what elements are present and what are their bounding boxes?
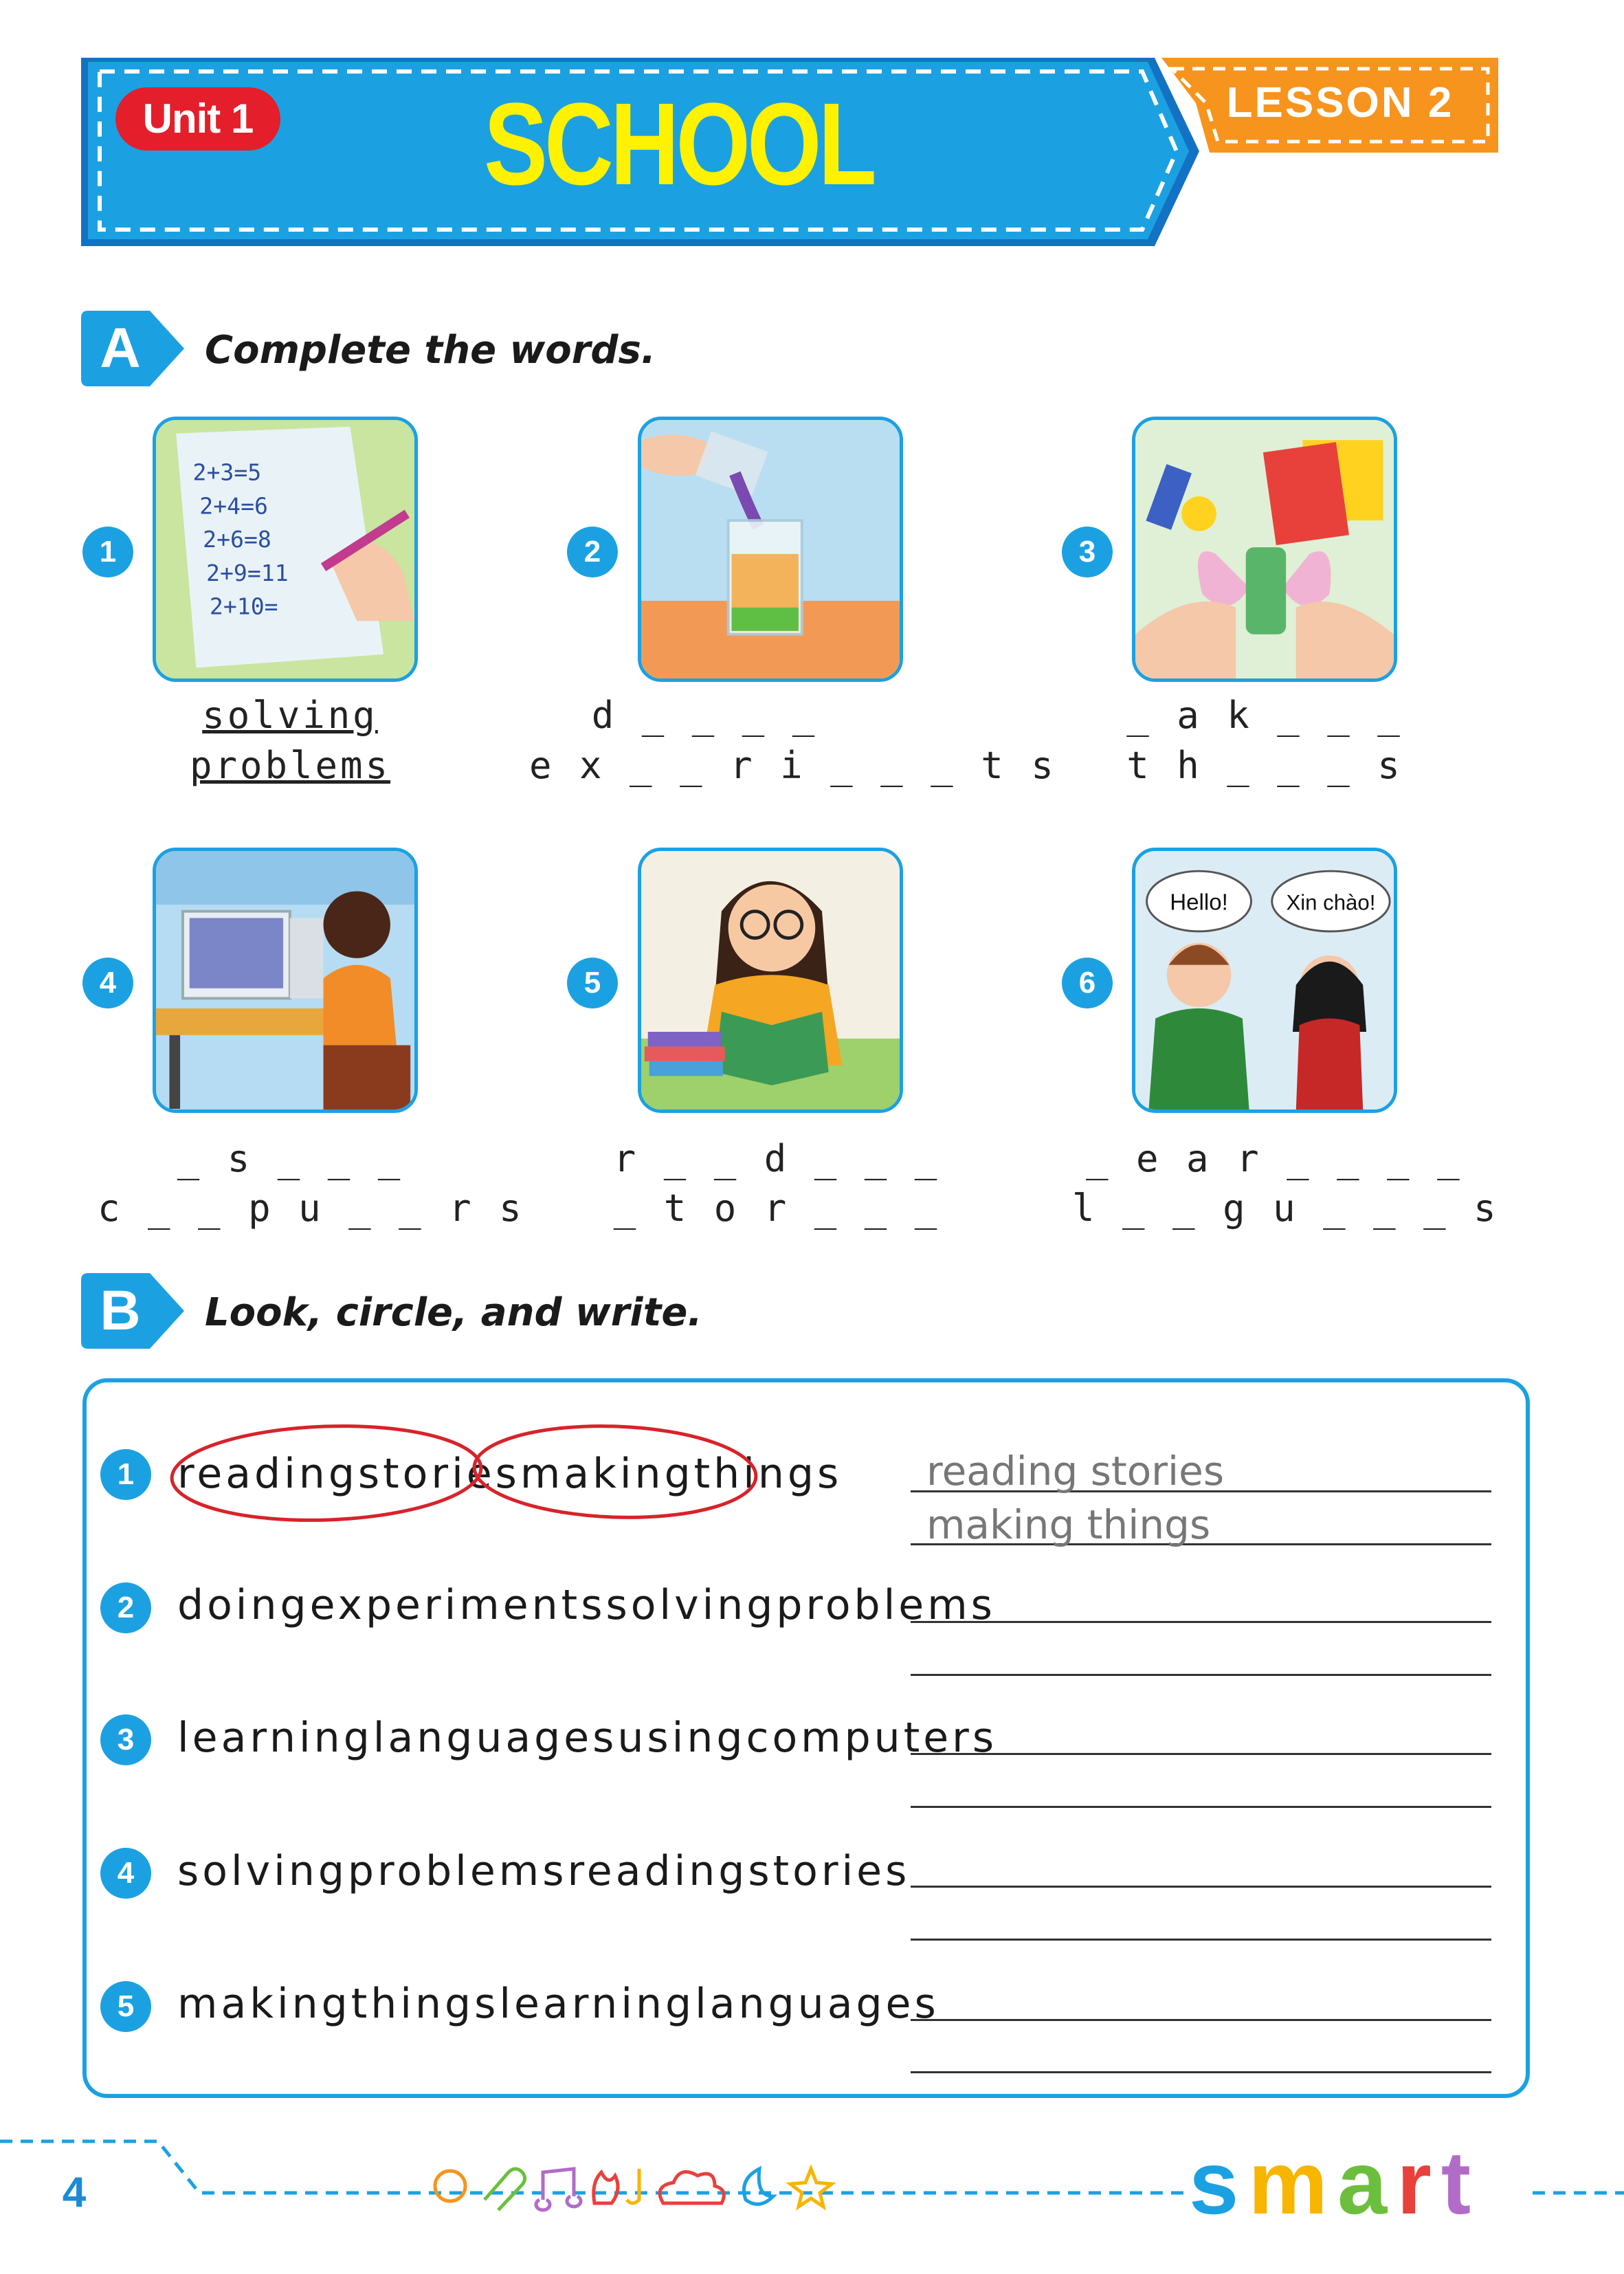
word-line: _ t o r _ _ _ [613,1186,940,1230]
note-icon [627,2169,639,2203]
star-icon [790,2169,832,2207]
page-number: 4 [62,2169,87,2216]
item-number: 6 [1062,958,1113,1008]
picture-math-problems [153,417,418,682]
item-number: 1 [82,527,133,577]
hand-icon [594,2172,618,2203]
svg-text:2+6=8: 2+6=8 [203,526,271,553]
row-word-string: readingstoriesmakingthings [177,1450,843,1498]
brand-logo [1189,2132,1481,2233]
answer-line[interactable] [911,1621,1491,1623]
word-line: l _ _ g u _ _ _ s [1072,1186,1499,1230]
word-line: solving [202,694,378,737]
item-number: 4 [82,958,133,1008]
brand-letter: a [1337,2132,1397,2233]
section-b-instruction: Look, circle, and write. [205,1290,702,1335]
lesson-label: LESSON 2 [1226,79,1454,126]
row-number: 5 [100,1981,151,2032]
answer-line[interactable] [911,1806,1491,1808]
word-line: c _ _ p u _ _ r s [98,1186,524,1230]
item-number: 2 [567,527,618,577]
word-line: t h _ _ _ s [1126,744,1403,787]
answer-circles [165,1415,770,1532]
picture-science-experiment [638,417,903,682]
section-a-instruction: Complete the words. [205,328,656,373]
cloud-icon [660,2172,724,2203]
row-number: 3 [100,1714,151,1765]
answer-line[interactable] [911,1939,1491,1941]
answer-line[interactable] [911,2019,1491,2021]
row-number: 4 [100,1848,151,1899]
svg-text:2+10=: 2+10= [209,593,278,620]
brand-letter: t [1441,2132,1481,2233]
answer-line[interactable] [911,1886,1491,1888]
brand-letter: r [1397,2132,1441,2233]
row-word-string: solvingproblemsreadingstories [177,1847,911,1895]
word-line: d _ _ _ _ [591,694,818,737]
row-number: 2 [100,1582,151,1633]
speech-bubble-right: Xin chào! [1286,890,1376,915]
word-line: _ e a r _ _ _ _ [1086,1137,1462,1180]
svg-text:2+3=5: 2+3=5 [192,459,262,486]
unit-badge: Unit 1 [115,87,280,151]
word-line: _ s _ _ _ [177,1137,403,1180]
svg-text:2+9=11: 2+9=11 [206,559,289,586]
item-number: 5 [567,958,618,1008]
picture-girl-reading-book [638,848,903,1113]
svg-text:2+4=6: 2+4=6 [199,492,268,520]
brand-letter: m [1248,2132,1337,2233]
word-line: problems [189,744,391,787]
section-b-letter: B [100,1279,141,1342]
row-word-string: learninglanguagesusingcomputers [177,1714,998,1762]
row-number: 1 [100,1449,151,1500]
answer-line[interactable] [911,2071,1491,2073]
page-title: SCHOOL [484,79,874,210]
row-word-string: makingthingslearninglanguages [177,1980,939,2028]
music-note-icon [536,2169,581,2210]
paperclip-icon [485,2169,525,2210]
item-number: 3 [1062,527,1113,577]
picture-girl-at-computer [153,848,418,1113]
word-line: r _ _ d _ _ _ [613,1137,940,1180]
example-answer: reading stories [926,1448,1225,1494]
example-answer: making things [926,1501,1211,1548]
brand-letter: s [1189,2132,1249,2233]
answer-line[interactable] [911,1674,1491,1676]
word-line: e x _ _ r i _ _ _ t s [529,744,1056,787]
flower-icon [435,2171,465,2201]
word-line: _ a k _ _ _ [1126,694,1403,737]
speech-bubble-left: Hello! [1170,890,1228,916]
row-word-string: doingexperimentssolvingproblems [177,1581,996,1629]
moon-icon [744,2169,774,2204]
answer-line[interactable] [911,1753,1491,1755]
picture-kids-greeting [1132,848,1397,1113]
picture-crafts [1132,417,1397,682]
section-a-letter: A [100,317,141,379]
footer-doodles [426,2159,852,2214]
